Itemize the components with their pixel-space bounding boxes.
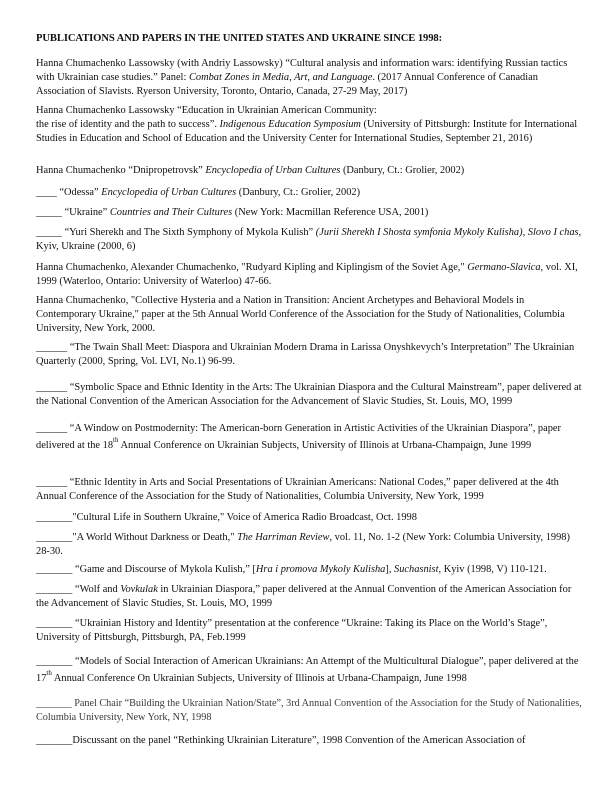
entry-text: _______Discussant on the panel “Rethinking Ukrainian Literature”, 1998 Convention of the American Association of xyxy=(36,735,526,746)
entry-text: _______"Cultural Life in Southern Ukraine," Voice of America Radio Broadcast, Oct. 1998 xyxy=(36,512,417,523)
entry-text: (Danbury, Ct.: Grolier, 2002) xyxy=(236,187,361,198)
italic-title: Encyclopedia of Urban Cultures xyxy=(101,187,237,198)
italic-title: Countries and Their Cultures xyxy=(109,207,233,218)
entry-text: Hanna Chumachenko, "Collective Hysteria and a Nation in Transition: Ancient Archetypes and Behavioral Models in Contemporary Ukraine," paper at the 5th Annual World Conference of the Association for the Study of Nationalities, Columbia University, New York, 2000. xyxy=(36,295,565,334)
publication-entry xyxy=(36,226,582,254)
entry-text: . (2017 Annual Conference of Canadian Association of Slavists. Ryerson University, Toronto, Ontario, Canada, 27-29 May, 2017) xyxy=(36,71,538,97)
publication-entry xyxy=(36,617,582,645)
entry-text: ______ “The Twain Shall Meet: Diaspora and Ukrainian Modern Drama in Larissa Onyshkevych’s Interpretation” The Ukrainian Quarterly (2000, Spring, Vol. LVI, No.1) 96-99. xyxy=(36,342,575,367)
italic-title: (Jurii Sherekh I Shosta symfonia Mykoly Kulisha), Slovo I chas, xyxy=(315,227,582,238)
section-title: PUBLICATIONS AND PAPERS IN THE UNITED STATES AND UKRAINE SINCE 1998: xyxy=(36,33,443,44)
entry-text: ____ “Odessa” xyxy=(36,187,102,198)
entry-text: Kyiv (1998, V) 110-121. xyxy=(441,564,547,575)
entry-text: (University of Pittsburgh: Institute for International Studies in Education and School of Education and the University Center for International Studies, September 21, 2016) xyxy=(36,118,578,144)
italic-title: Vovkulak xyxy=(120,584,158,595)
entry-text: ______ “Symbolic Space and Ethnic Identity in the Arts: The Ukrainian Diaspora and the Cultural Mainstream”, paper delivered at the National Convention of the American Association for the Advancement of Slavic Studies, St. Louis, MO, 1999 xyxy=(36,382,582,407)
entry-text: , vol. 11, No. 1-2 (New York: Columbia University, 1998) 28-30. xyxy=(36,532,570,557)
publication-entry xyxy=(36,206,582,220)
italic-title: The Harriman Review xyxy=(237,532,330,543)
italic-title: Indigenous Education Symposium xyxy=(219,118,361,130)
entry-text: Hanna Chumachenko Lassowsky (with Andriy Lassowsky) “Cultural analysis and information wars: identifying Russian tactics with Ukrainian case studies.” Panel: xyxy=(36,58,568,83)
italic-title: Combat Zones in Media, Art, and Language xyxy=(188,71,373,83)
publication-entry xyxy=(36,261,582,289)
publication-entry xyxy=(36,476,582,504)
publication-entry xyxy=(36,186,582,200)
entry-text: Hanna Chumachenko “Dnipropetrovsk” xyxy=(36,165,206,176)
publication-entry xyxy=(36,653,582,687)
publication-entry xyxy=(36,104,582,145)
superscript: th xyxy=(113,436,119,444)
publication-entry xyxy=(36,57,582,98)
entry-text: Annual Conference On Ukrainian Subjects, University of Illinois at Urbana-Champaign, June 1998 xyxy=(51,673,467,684)
italic-title: Hra i promova Mykoly Kulisha xyxy=(255,564,386,575)
publication-entry xyxy=(36,583,582,611)
entry-text: ______ “A Window on Postmodernity: The American-born Generation in Artistic Activities of the Ukrainian Diaspora”, paper delivered at the 18 xyxy=(36,423,561,451)
entry-text: _____ “Ukraine” xyxy=(36,207,110,218)
entry-text: ______ “Ethnic Identity in Arts and Social Presentations of Ukrainian Americans: National Codes,” paper delivered at the 4th Annual Conference of the Association for the Study of Nationalities, Columbia University, New York, 1999 xyxy=(36,477,559,502)
entry-text: _______ “Models of Social Interaction of American Ukrainians: An Attempt of the Multicultural Dialogue”, paper delivered at the 17 xyxy=(36,656,579,684)
publication-entry xyxy=(36,341,582,369)
superscript: th xyxy=(46,669,52,677)
entry-text: _______ “Wolf and xyxy=(36,584,121,595)
publication-entry xyxy=(36,563,582,577)
italic-title: Encyclopedia of Urban Cultures xyxy=(205,165,341,176)
italic-title: Germano-Slavica xyxy=(467,262,541,273)
publication-entry xyxy=(36,294,582,335)
entry-text: _______ “Game and Discourse of Mykola Kulish,” [ xyxy=(36,564,256,575)
publication-entry xyxy=(36,164,582,178)
entry-text: Kyiv, Ukraine (2000, 6) xyxy=(36,240,136,252)
entry-text: , vol. XI, 1999 (Waterloo, Ontario: University of Waterloo) 47-66. xyxy=(36,262,578,287)
entry-text: (New York: Macmillan Reference USA, 2001) xyxy=(232,207,429,218)
entry-text: _______"A World Without Darkness or Death," xyxy=(36,532,238,543)
entry-text: _______ Panel Chair “Building the Ukrainian Nation/State”, 3rd Annual Convention of the Association for the Study of Nationalities, Columbia University, New York, NY, 1998 xyxy=(36,698,582,723)
publication-entry xyxy=(36,420,582,454)
publication-entry xyxy=(36,511,582,525)
entry-text: Annual Conference on Ukrainian Subjects, University of Illinois at Urbana-Champaign, June 1999 xyxy=(118,440,532,451)
publication-entry xyxy=(36,697,582,725)
entry-text: Hanna Chumachenko, Alexander Chumachenko, "Rudyard Kipling and Kiplingism of the Soviet Age," xyxy=(36,262,468,273)
entry-text: _____ “Yuri Sherekh and The Sixth Symphony of Mykola Kulish” xyxy=(36,227,316,238)
publication-entry xyxy=(36,531,582,559)
publication-entry xyxy=(36,381,582,409)
entry-text: _______ “Ukrainian History and Identity” presentation at the conference “Ukraine: Taking its Place on the World’s Stage”, University of Pittsburgh, Pittsburgh, PA, Feb.1999 xyxy=(36,618,548,643)
entry-text: Hanna Chumachenko Lassowsky “Education in Ukrainian American Community: the rise of identity and the path to success”. xyxy=(36,105,377,130)
entry-text: in Ukrainian Diaspora,” paper delivered at the Annual Convention of the American Association for the Advancement of Slavic Studies, St. Louis, MO, 1999 xyxy=(36,584,572,609)
entry-text: ], xyxy=(385,564,395,575)
publication-entry xyxy=(36,734,582,748)
entry-text: (Danbury, Ct.: Grolier, 2002) xyxy=(340,165,465,176)
italic-title: Suchasnist, xyxy=(394,564,442,575)
